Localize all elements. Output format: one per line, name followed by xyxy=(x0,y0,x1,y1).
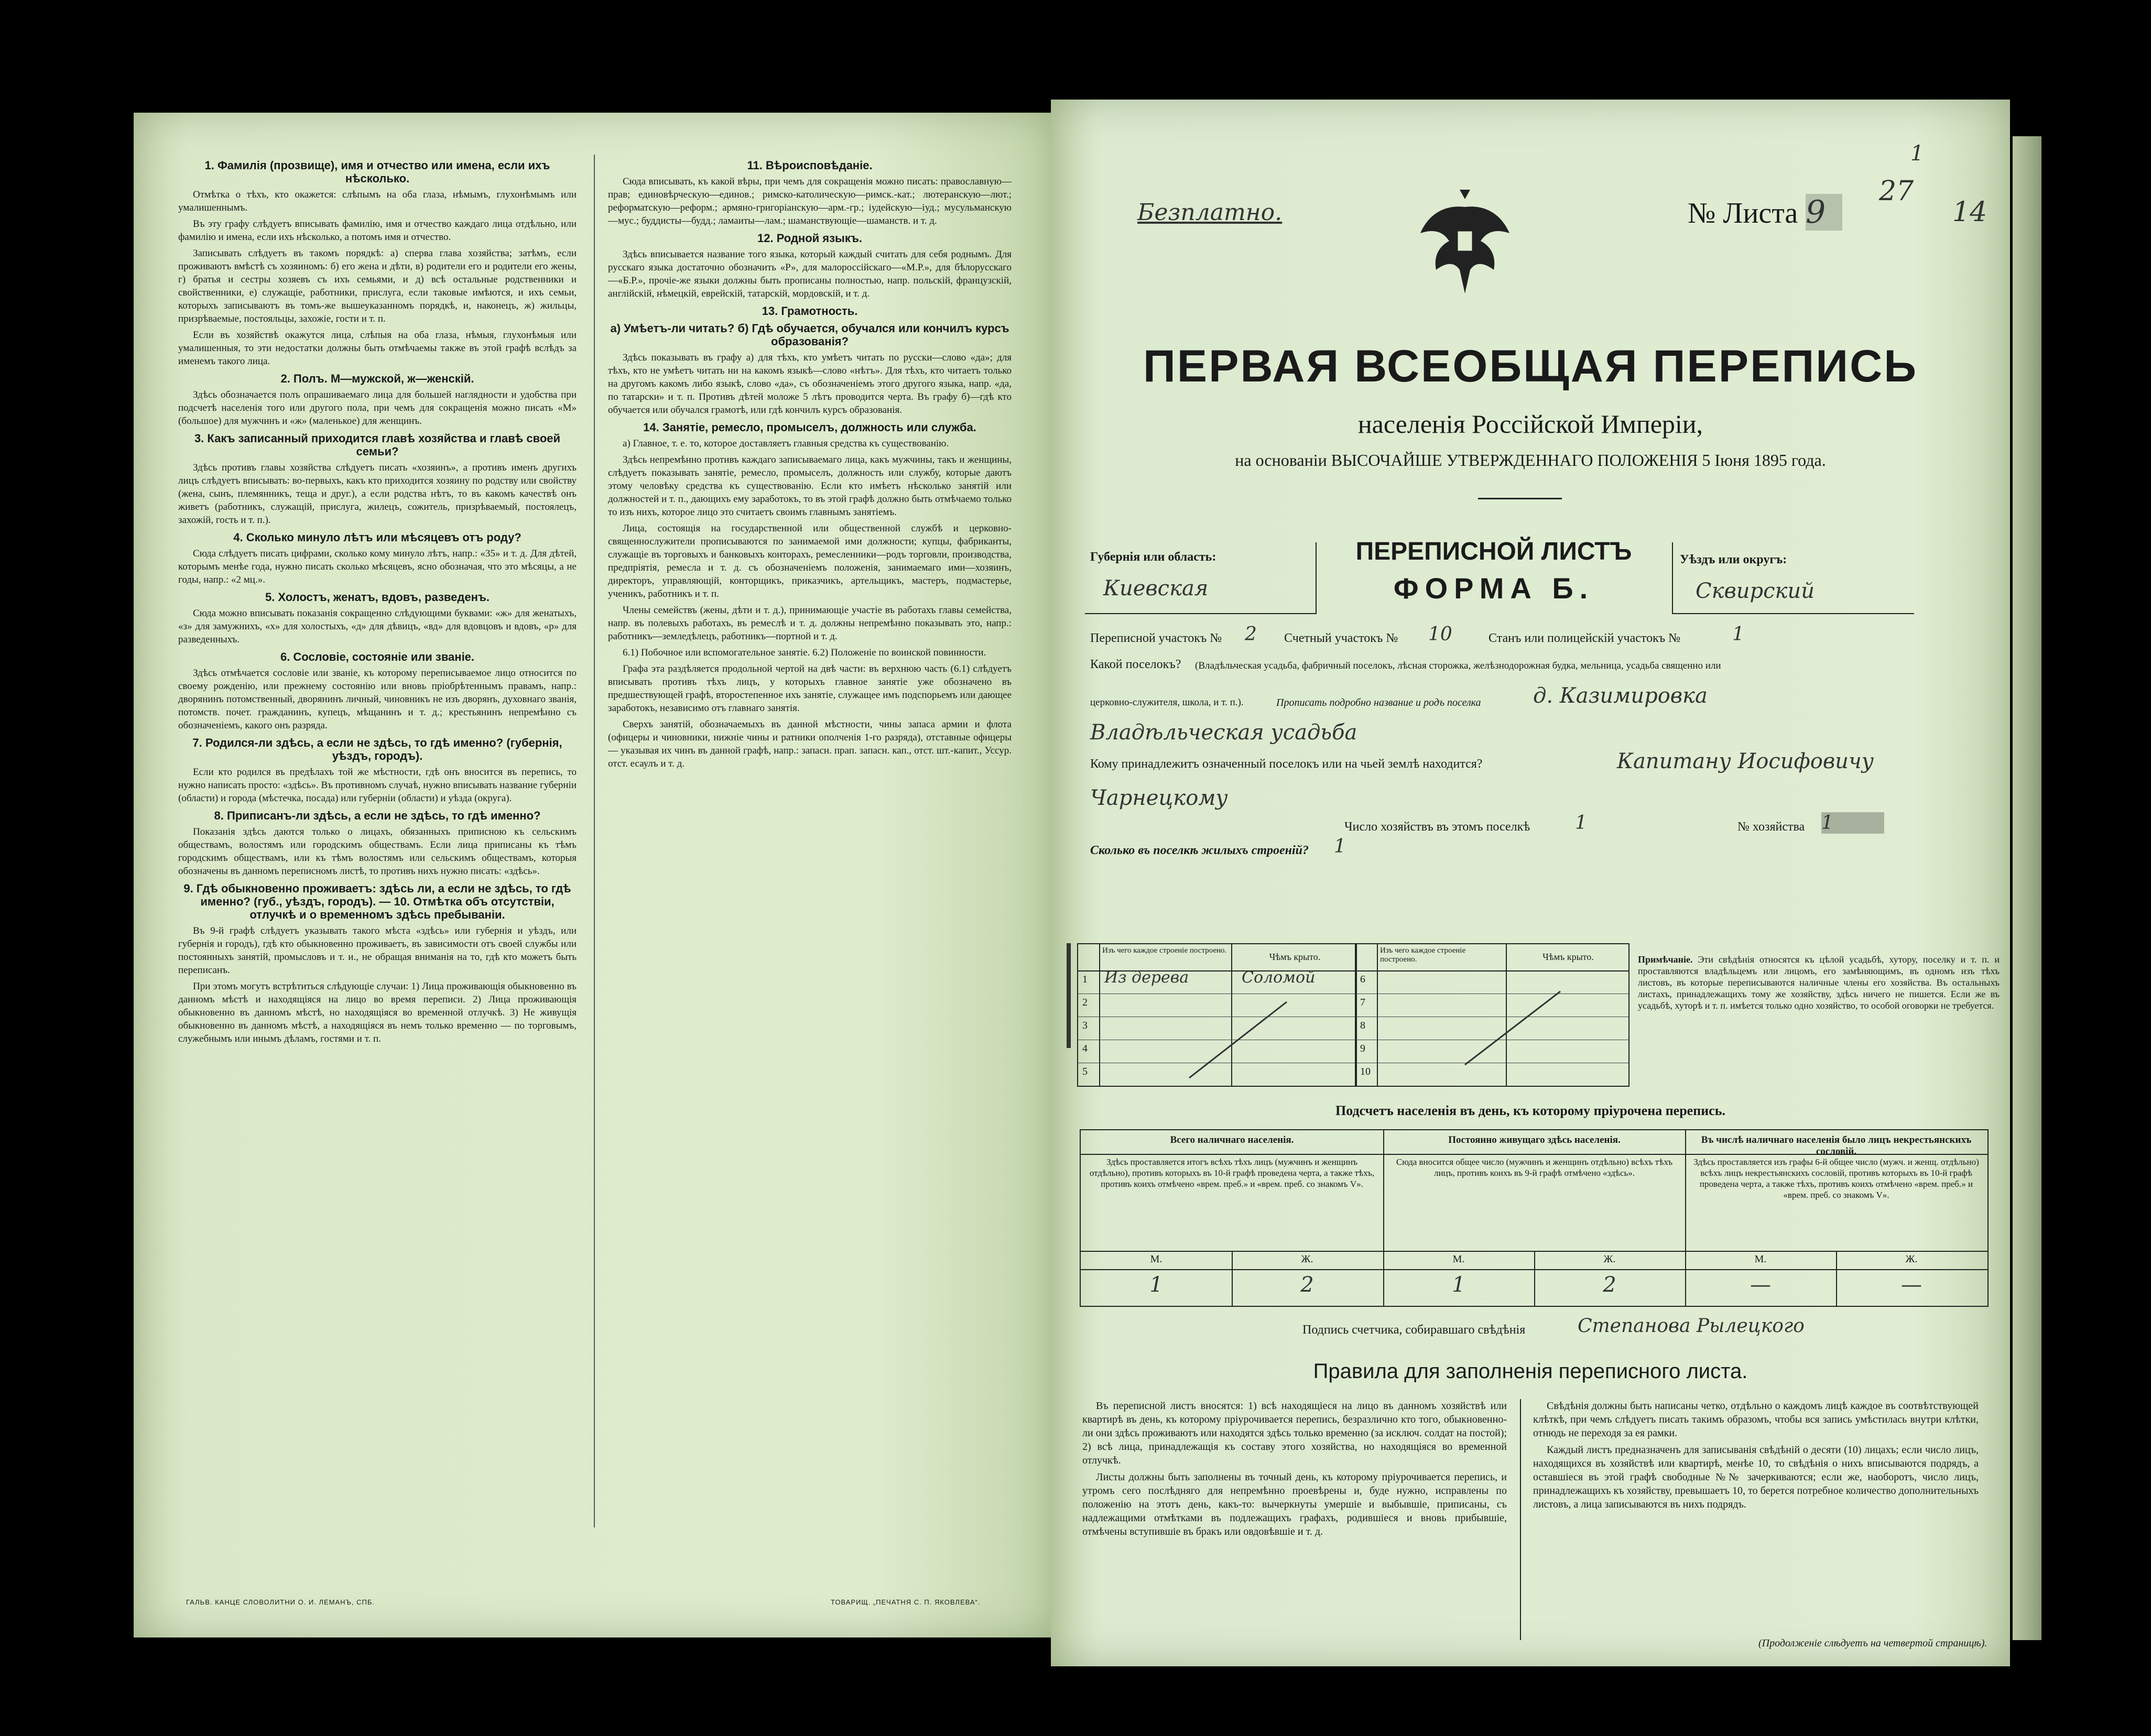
instruction-paragraph: 6.1) Побочное или вспомогательное занятіе. 6.2) Положеніе по воинской повинности. xyxy=(623,647,986,658)
instruction-paragraph: а) Главное, т. е. то, которое доставляетъ главныя средства къ существованію. xyxy=(623,438,949,449)
instruction-paragraph: При этомъ могутъ встрѣтиться слѣдующіе случаи: 1) Лица проживающія обыкновенно въ данномъ мѣстѣ и находящіяся на лицо во время переписи. 2) Лица проживающія обыкновенно въ данномъ мѣстѣ, но находящіяся во временной отлучкѣ. 3) Не живущія обыкновенно въ данномъ мѣстѣ, а находящіяся въ немъ только временно — по торговымъ, служебнымъ или инымъ дѣламъ, гостями и т. п. xyxy=(178,981,577,1044)
corner-mark-1: 1 xyxy=(1910,141,1924,166)
table-header-material: Изъ чего каждое строеніе построено. xyxy=(1102,946,1227,955)
count-label-zh: Ж. xyxy=(1301,1253,1313,1265)
strike-through-line xyxy=(1356,944,1628,1086)
instruction-paragraph: Здѣсь обозначается полъ опрашиваемаго лица для большей наглядности и удобства при подсчетѣ населенія того или другого пола, при чемъ для сокращенія можно писать «М» (большое) для мужчинъ и «ж» (маленькое) для женщинъ. xyxy=(178,389,577,427)
note-label: Примѣчаніе. xyxy=(1638,954,1693,965)
table-row-number: 5 xyxy=(1082,1066,1088,1077)
province-value: Киевская xyxy=(1103,576,1209,600)
instruction-paragraph: Здѣсь отмѣчается сословіе или званіе, къ которому переписываемое лицо относится по своему рожденію, или прежнему состоянію или вновь пріобрѣтеннымъ правамъ, напр.: дворянинъ потомственный, дворянинъ личный, чиновникъ не изъ дворянъ, духовнаго званія, потомств. почет. гражданинъ, купецъ, мѣщанинъ и т. д.; крестьянинъ непремѣнно съ обозначеніемъ, какого онъ разряда. xyxy=(178,668,577,731)
count-label-m: М. xyxy=(1150,1253,1163,1265)
census-subtitle: населенія Россійской Имперіи, xyxy=(1357,409,1703,439)
rules-left-column xyxy=(1082,1399,1507,1542)
household-no-label: № хозяйства xyxy=(1737,820,1805,834)
count-col-description: Здѣсь проставляется итогъ всѣхъ тѣхъ лицъ (мужчинъ и женщинъ отдѣльно), противъ которыхъ въ 10-й графѣ проведена черта, а также тѣхъ, противъ коихъ отмѣчено «врем. преб.» и «врем. преб. со знакомъ V». xyxy=(1089,1157,1375,1189)
instruction-heading: 12. Родной языкъ. xyxy=(757,232,863,245)
count-col-title: Всего наличнаго населенія. xyxy=(1170,1134,1294,1145)
instruction-heading: 2. Полъ. М—мужской, ж—женскій. xyxy=(280,372,474,385)
instruction-paragraph: Здѣсь вписывается название того языка, который каждый считать для себя роднымъ. Для русскаго языка достаточно обозначить «Р», для малороссійскаго—«М.Р.», для бѣлорусскаго—«Б.Р.», прочіе-же языки должны быть прописаны полностью, напр. польскій, французскій, англійскій, нѣмецкій, еврейскій, татарскій, мордовскій, и т. д. xyxy=(608,249,1012,299)
table-row-number: 10 xyxy=(1360,1066,1371,1077)
buildings-table-left xyxy=(1077,943,1357,1087)
settlement-note: (Владѣльческая усадьба, фабричный поселокъ, лѣсная сторожка, желѣзнодорожная будка, мельница, усадьба священно или xyxy=(1195,660,1721,671)
corner-mark-14: 14 xyxy=(1952,196,1987,228)
count-col-description: Сюда вносится общее число (мужчинъ и женщинъ отдѣльно) всѣхъ тѣхъ лицъ, противъ коихъ въ 9-й графѣ отмѣчено «здѣсь». xyxy=(1396,1157,1673,1178)
instruction-heading: 8. Приписанъ-ли здѣсь, а если не здѣсь, то гдѣ именно? xyxy=(214,809,541,822)
count-label-m: М. xyxy=(1452,1253,1465,1265)
instruction-heading: 3. Какъ записанный приходится главѣ хозяйства и главѣ своей семьи? xyxy=(194,432,561,458)
count-value-male: 1 xyxy=(1149,1273,1163,1297)
settlement-value-1: д. Казимировка xyxy=(1533,684,1708,708)
table-row-number: 4 xyxy=(1082,1043,1088,1054)
rules-divider xyxy=(1520,1399,1521,1640)
sheet-edge xyxy=(2013,136,2041,1640)
column-divider xyxy=(594,155,595,1527)
instruction-heading: 11. Вѣроисповѣданіе. xyxy=(747,159,873,172)
owner-value-2: Чарнецкому xyxy=(1090,786,1228,810)
table-row-number: 9 xyxy=(1360,1043,1365,1054)
stan-value: 1 xyxy=(1732,624,1744,645)
count-table xyxy=(1080,1129,1989,1307)
count-title: Подсчетъ населенія въ день, къ которому пріурочена перепись. xyxy=(1335,1103,1725,1118)
households-value: 1 xyxy=(1575,812,1587,834)
building-roof-value: Соломой xyxy=(1242,968,1316,987)
printer-footer-right: ТОВАРИЩ. „ПЕЧАТНЯ С. П. ЯКОВЛЕВА“. xyxy=(831,1598,981,1606)
note-text: Эти свѣдѣнія относятся къ цѣлой усадьбѣ, хутору, поселку и т. п. и проставляются владѣльцемъ или лицомъ, его замѣняющимъ, въ одномъ изъ тѣхъ листовъ, въ которые переписываются наличные члены его хозяйства. Въ остальныхъ листахъ, принадлежащихъ тому же хозяйству, здѣсь ничего не пишется. Если же въ усадьбѣ, хуторѣ и т. п. имѣется только одно хозяйство, то особой оговорки не требуется. xyxy=(1638,954,2000,1011)
table-row-number: 1 xyxy=(1082,974,1088,985)
rules-continued: (Продолженіе слѣдуетъ на четвертой страницѣ). xyxy=(1758,1637,1987,1649)
count-label-zh: Ж. xyxy=(1603,1253,1616,1265)
rules-title: Правила для заполненія переписного листа. xyxy=(1313,1360,1748,1383)
instructions-column-1 xyxy=(178,155,577,1049)
census-title: ПЕРВАЯ ВСЕОБЩАЯ ПЕРЕПИСЬ xyxy=(1143,341,1918,391)
table-binding-mark xyxy=(1067,943,1071,1048)
form-title: ПЕРЕПИСНОЙ ЛИСТЪ xyxy=(1355,538,1632,565)
table-row-number: 2 xyxy=(1082,997,1088,1008)
instruction-paragraph: Графа эта раздѣляется продольной чертой на двѣ части: въ верхнюю часть (6.1) слѣдуетъ вписывать противъ тѣхъ лицъ, у которыхъ главное занятіе уже обозначено въ предшествующей графѣ, второстепенное ихъ занятіе, служащее имъ подспорьемъ или дающее заработокъ, независимо отъ главнаго занятія. xyxy=(608,663,1012,714)
instruction-heading: 6. Сословіе, состояніе или званіе. xyxy=(280,650,475,663)
buildings-table-right xyxy=(1355,943,1629,1087)
double-headed-eagle-emblem xyxy=(1413,183,1517,299)
right-page xyxy=(1051,100,2010,1666)
instruction-paragraph: Записывать слѣдуетъ въ такомъ порядкѣ: а) сперва глава хозяйства; затѣмъ, если проживаютъ вмѣстѣ съ хозяиномъ: б) его жена и дѣти, в) родители его и родители его жены, г) братья и сестры хозяевъ съ ихъ семьями, и д) всѣ остальные родственники и свойственники, е) служащіе, работники, прислуга, если таковые имѣются, и ихъ семьи, которыхъ записываютъ въ томъ-же вышеуказанномъ порядкѣ, и, наконецъ, ж) жильцы, призрѣваемые, постояльцы, захожіе, гости и т. п. xyxy=(178,248,577,324)
table-row-number: 6 xyxy=(1360,974,1365,985)
settlement-label: Какой поселокъ? xyxy=(1090,658,1181,671)
uezd-value: Сквирский xyxy=(1696,579,1815,603)
table-header-roof: Чѣмъ крыто. xyxy=(1542,952,1594,962)
divider-line xyxy=(1478,498,1562,499)
instruction-heading: 1. Фамилія (прозвище), имя и отчество или имена, если ихъ нѣсколько. xyxy=(204,159,550,185)
count-value-female: 2 xyxy=(1603,1273,1616,1297)
instruction-paragraph: Члены семействъ (жены, дѣти и т. д.), принимающіе участіе въ работахъ главы семейства, напр. въ полевыхъ работахъ, въ ремеслѣ и т. д. должны непремѣнно показывать это, напр.: работникъ—земледѣлецъ, работникъ—портной и т. д. xyxy=(608,605,1012,642)
instruction-heading: 13. Грамотность. xyxy=(762,304,858,318)
settlement-note-2: церковно-служителя, школа, и т. п.). xyxy=(1090,697,1244,708)
left-page xyxy=(134,113,1056,1637)
instruction-paragraph: Здѣсь показывать въ графу а) для тѣхъ, кто умѣетъ читать по русски—слово «да»; для тѣхъ, кто не умѣетъ читать ни на какомъ языкѣ—слово «нѣтъ». Для тѣхъ, кто читаетъ только на другомъ какомъ либо языкѣ, слово «да», съ обозначеніемъ этого другого языка, напр. «да, по татарски» и т. п. Противъ дѣтей моложе 5 лѣтъ проводится черта. Въ графу б)—гдѣ кто обучается или обучался грамотѣ, или гдѣ кончилъ курсъ образованія. xyxy=(608,352,1012,416)
settlement-instruction: Прописать подробно название и родъ поселка xyxy=(1276,697,1481,708)
note-block xyxy=(1638,954,2000,1011)
counting-plot-value: 10 xyxy=(1428,624,1452,645)
count-col-description: Здѣсь проставляется изъ графы 6-й общее число (мужч. и женщ. отдѣльно) всѣхъ лицъ некрестьянскихъ сословій, противъ которыхъ въ 10-й графѣ проведена черта, а также тѣхъ, противъ коихъ отмѣчено «врем. преб.» и «врем. преб. со знакомъ V». xyxy=(1693,1157,1979,1200)
count-value-female: 2 xyxy=(1300,1273,1314,1297)
uezd-label: Уѣздъ или округъ: xyxy=(1680,553,1787,566)
instruction-paragraph: Если кто родился въ предѣлахъ той же мѣстности, гдѣ онъ вносится въ перепись, то нужно написать просто: «здѣсь». Въ противномъ случаѣ, нужно вписывать название губерніи (области) и города (мѣстечка, посада) или губерніи (области) и уѣзда (округа). xyxy=(178,767,577,804)
instruction-paragraph: Здѣсь непремѣнно противъ каждаго записываемаго лица, какъ мужчины, такъ и женщины, слѣдуетъ показывать занятіе, ремесло, промыселъ, должность или службу, которые даютъ этому человѣку средства къ существованію. Если кто имѣетъ нѣсколько занятій или должностей и т. п., дающихъ ему заработокъ, то въ этой графѣ должно быть отмѣчаемо только то изъ нихъ, которое лицо это считаетъ своимъ главнымъ занятіемъ. xyxy=(608,454,1012,518)
instruction-paragraph: Сверхъ занятій, обозначаемыхъ въ данной мѣстности, чины запаса армии и флота (офицеры и чиновники, нижніе чины и ратники ополченія 1-го разряда), отставные офицеры — указывая их чинъ въ данной графѣ, напр.: запасн. прап. запасн. кап., отст. шт.-капит., Уссур. отст. есаулъ и т. д. xyxy=(608,719,1012,769)
signature-value: Степанова Рылецкого xyxy=(1578,1315,1805,1337)
instruction-heading: 4. Сколько минуло лѣтъ или мѣсяцевъ отъ роду? xyxy=(233,531,522,544)
rule-paragraph: Свѣдѣнія должны быть написаны четко, отдѣльно о каждомъ лицѣ каждое въ соотвѣтствующей клѣткѣ, при чемъ слѣдуетъ писать такимъ образомъ, чтобы вся запись умѣстилась внутри клѣтки, отнюдь не переходя за ея рамки. xyxy=(1533,1400,1979,1439)
table-row-number: 8 xyxy=(1360,1020,1365,1031)
instruction-paragraph: Въ эту графу слѣдуетъ вписывать фамилію, имя и отчество каждаго лица отдѣльно, или фамилію и имена, если ихъ нѣсколько, а потомъ имя и отчество. xyxy=(178,219,577,243)
instruction-paragraph: Показанія здѣсь даются только о лицахъ, обязанныхъ приписною къ сельскимъ обществамъ, волостямъ или городскимъ обществамъ. Если лица приписаны къ тѣмъ городскимъ обществамъ, или къ тѣмъ волостямъ или сельскимъ обществамъ, которыя обозначены въ данномъ переписномъ листѣ, то противъ нихъ нужно писать: «здѣсь». xyxy=(178,826,577,877)
free-label: Безплатно. xyxy=(1137,199,1283,226)
rules-right-column xyxy=(1533,1399,1979,1514)
signature-label: Подпись счетчика, собиравшаго свѣдѣнія xyxy=(1302,1323,1526,1337)
census-plot-label: Переписной участокъ № xyxy=(1090,631,1222,645)
count-label-m: М. xyxy=(1754,1253,1767,1265)
instruction-paragraph: Здѣсь противъ главы хозяйства слѣдуетъ писать «хозяинъ», а противъ именъ другихъ лицъ слѣдуетъ вписывать: во-первыхъ, какъ кто приходится хозяину по родству или свойству (жена, сынъ, племянникъ, теща и друг.), а если родства нѣтъ, то въ какомъ качествѣ онъ живетъ (работникъ, служащій, прислуга, жилецъ, сожитель, призрѣваемый, постоялецъ, захожій, гость и т. п.). xyxy=(178,462,577,526)
stan-label: Станъ или полицейскій участокъ № xyxy=(1489,631,1681,645)
count-label-zh: Ж. xyxy=(1905,1253,1918,1265)
rule-paragraph: Листы должны быть заполнены въ точный день, къ которому пріурочивается перепись, и утромъ сего послѣдняго для непремѣнно проевѣрены и, буде нужно, исправлены по положенію на этотъ день, какъ-то: вычеркнуты умершіе и выбывшіе, приписаны, съ надлежащими отмѣтками въ подлежащихъ графахъ, родившіеся и вновь прибывшіе, отмѣчены вступившіе въ бракъ или овдовѣвшіе и т. д. xyxy=(1082,1471,1507,1537)
instruction-heading: 5. Холостъ, женатъ, вдовъ, разведенъ. xyxy=(265,591,490,604)
instruction-heading: 7. Родился-ли здѣсь, а если не здѣсь, то гдѣ именно? (губернія, уѣздъ, городъ). xyxy=(192,736,562,762)
instruction-heading: 9. Гдѣ обыкновенно проживаетъ: здѣсь ли, а если не здѣсь, то гдѣ именно? (губ., уѣздъ, городъ). — 10. Отмѣтка объ отсутствіи, отлучкѣ и о временномъ здѣсь пребываніи. xyxy=(183,882,571,921)
rule-paragraph: Въ переписной листъ вносятся: 1) всѣ находящіеся на лицо въ данномъ хозяйствѣ или квартирѣ въ день, къ которому пріурочивается перепись, безразлично кто того, обыкновенно-ли они здѣсь проживаютъ или находятся здѣсь только временно (за исключ. солдат на постой); 2) всѣ лица, принадлежащія къ составу этого хозяйства, но находящіяся во временной отлучкѣ. xyxy=(1082,1400,1507,1466)
count-value-male: 1 xyxy=(1452,1273,1465,1297)
table-header-roof: Чѣмъ крыто. xyxy=(1269,952,1321,962)
count-value-male: — xyxy=(1750,1273,1771,1297)
building-material-value: Из дерева xyxy=(1104,968,1189,987)
buildings-value: 1 xyxy=(1334,836,1346,857)
instruction-heading: а) Умѣетъ-ли читать? б) Гдѣ обучается, обучался или кончилъ курсъ образованія? xyxy=(610,322,1009,348)
households-label: Число хозяйствъ въ этомъ поселкѣ xyxy=(1344,820,1530,834)
count-col-title: Въ числѣ наличнаго населенія было лицъ некрестьянскихъ сословій. xyxy=(1701,1134,1972,1157)
census-plot-value: 2 xyxy=(1245,624,1257,645)
counting-plot-label: Счетный участокъ № xyxy=(1284,631,1398,645)
corner-mark-27: 27 xyxy=(1879,176,1914,207)
owner-value-1: Капитану Иосифовичу xyxy=(1617,749,1874,773)
settlement-value-2: Владѣльческая усадьба xyxy=(1090,720,1357,745)
instruction-paragraph: Сюда вписывать, къ какой вѣры, при чемъ для сокращенія можно писать: православную—прав; единовѣрческую—единов.; римско-католическую—римск.-кат.; лютеранскую—лют.; реформатскую—реформ.; армяно-григоріанскую—арм.-гр.; іудейскую—іуд.; мусульманскую—мус.; буддисты—будд.; ламаиты—лам.; шаманствующіе—шаманств. и т. д. xyxy=(608,176,1012,226)
sheet-number-label: № Листа xyxy=(1688,197,1798,230)
table-row-number: 7 xyxy=(1360,997,1365,1008)
strike-through-line xyxy=(1078,944,1356,1086)
instruction-paragraph: Въ 9-й графѣ слѣдуетъ указывать такого мѣста «здѣсь» или губернія и уѣздъ, или губернія и городъ), гдѣ кто обыкновенно проживаетъ, въ зависимости отъ своей службы или постоянныхъ занятій, промысловъ и т. и., не обращая вниманія на то, гдѣ кто можетъ быть переписанъ. xyxy=(178,925,577,976)
buildings-label: Сколько въ поселкѣ жилыхъ строеній? xyxy=(1090,844,1309,857)
instructions-column-2 xyxy=(608,155,1012,773)
count-value-female: — xyxy=(1901,1273,1922,1297)
printer-footer-left: ГАЛЬВ. КАНЦЕ СЛОВОЛИТНИ О. И. ЛЕМАНЪ, СПБ. xyxy=(186,1598,375,1606)
sheet-number-value: 9 xyxy=(1806,194,1842,231)
instruction-paragraph: Лица, состоящія на государственной или общественной службѣ и церковно-священнослужители прописываются по занимаемой ими должности; купцы, фабриканты, служащіе въ торговыхъ и банковыхъ конторахъ, ремесленники—родъ торговли, производства, предпріятія, ремесла и т. д. съ обозначеніемъ положенія, занимаемаго ими—хозяинъ, директоръ, управляющій, конторщикъ, приказчикъ, артельщикъ, мастеръ, подмастерье, ученикъ, работникъ и т. п. xyxy=(608,523,1012,599)
form-letter: ФОРМА Б. xyxy=(1393,572,1594,605)
count-col-title: Постоянно живущаго здѣсь населенія. xyxy=(1448,1134,1621,1145)
decree-line: на основаніи ВЫСОЧАЙШЕ УТВЕРЖДЕННАГО ПОЛОЖЕНІЯ 5 Іюня 1895 года. xyxy=(1235,451,1826,470)
instruction-heading: 14. Занятіе, ремесло, промыселъ, должность или служба. xyxy=(643,421,976,434)
province-label: Губернія или область: xyxy=(1090,550,1216,564)
owner-label: Кому принадлежитъ означенный поселокъ или на чьей землѣ находится? xyxy=(1090,757,1483,771)
table-header-material: Изъ чего каждое строеніе построено. xyxy=(1380,946,1466,964)
instruction-paragraph: Сюда можно вписывать показанія сокращенно слѣдующими буквами: «ж» для женатыхъ, «з» для замужнихъ, «х» для холостыхъ, «д» для дѣвицъ, «вд» для вдовцовъ и вдовъ, «р» для разведенныхъ. xyxy=(178,608,577,645)
table-row-number: 3 xyxy=(1082,1020,1088,1031)
instruction-paragraph: Отмѣтка о тѣхъ, кто окажется: слѣпымъ на оба глаза, нѣмымъ, глухонѣмымъ или умалишеннымъ. xyxy=(178,189,577,213)
rule-paragraph: Каждый листъ предназначенъ для записыванія свѣдѣній о десяти (10) лицахъ; если число лицъ, находящихся въ хозяйствѣ или квартирѣ, менѣе 10, то свѣдѣнія о нихъ вписываются подрядъ, а оставшіеся въ этой графѣ свободные №№ зачеркиваются; если же, наоборотъ, число лицъ, принадлежащихъ къ хозяйству, превышаетъ 10, то берется потребное количество дополнительныхъ листовъ, а лица записываются въ нихъ подрядъ. xyxy=(1533,1444,1979,1510)
instruction-paragraph: Сюда слѣдуетъ писать цифрами, сколько кому минуло лѣтъ, напр.: «35» и т. д. Для дѣтей, которымъ менѣе года, нужно писать сколько мѣсяцевъ, ясно обозначая, что это мѣсяцы, а не годы, напр.: «2 мц.». xyxy=(178,548,577,585)
household-no-value: 1 xyxy=(1821,812,1884,834)
instruction-paragraph: Если въ хозяйствѣ окажутся лица, слѣпыя на оба глаза, нѣмыя, глухонѣмыя или умалишенныя, то эти недостатки должны быть отмѣчаемы также въ этой графѣ вслѣдъ за именемъ такого лица. xyxy=(178,330,577,367)
